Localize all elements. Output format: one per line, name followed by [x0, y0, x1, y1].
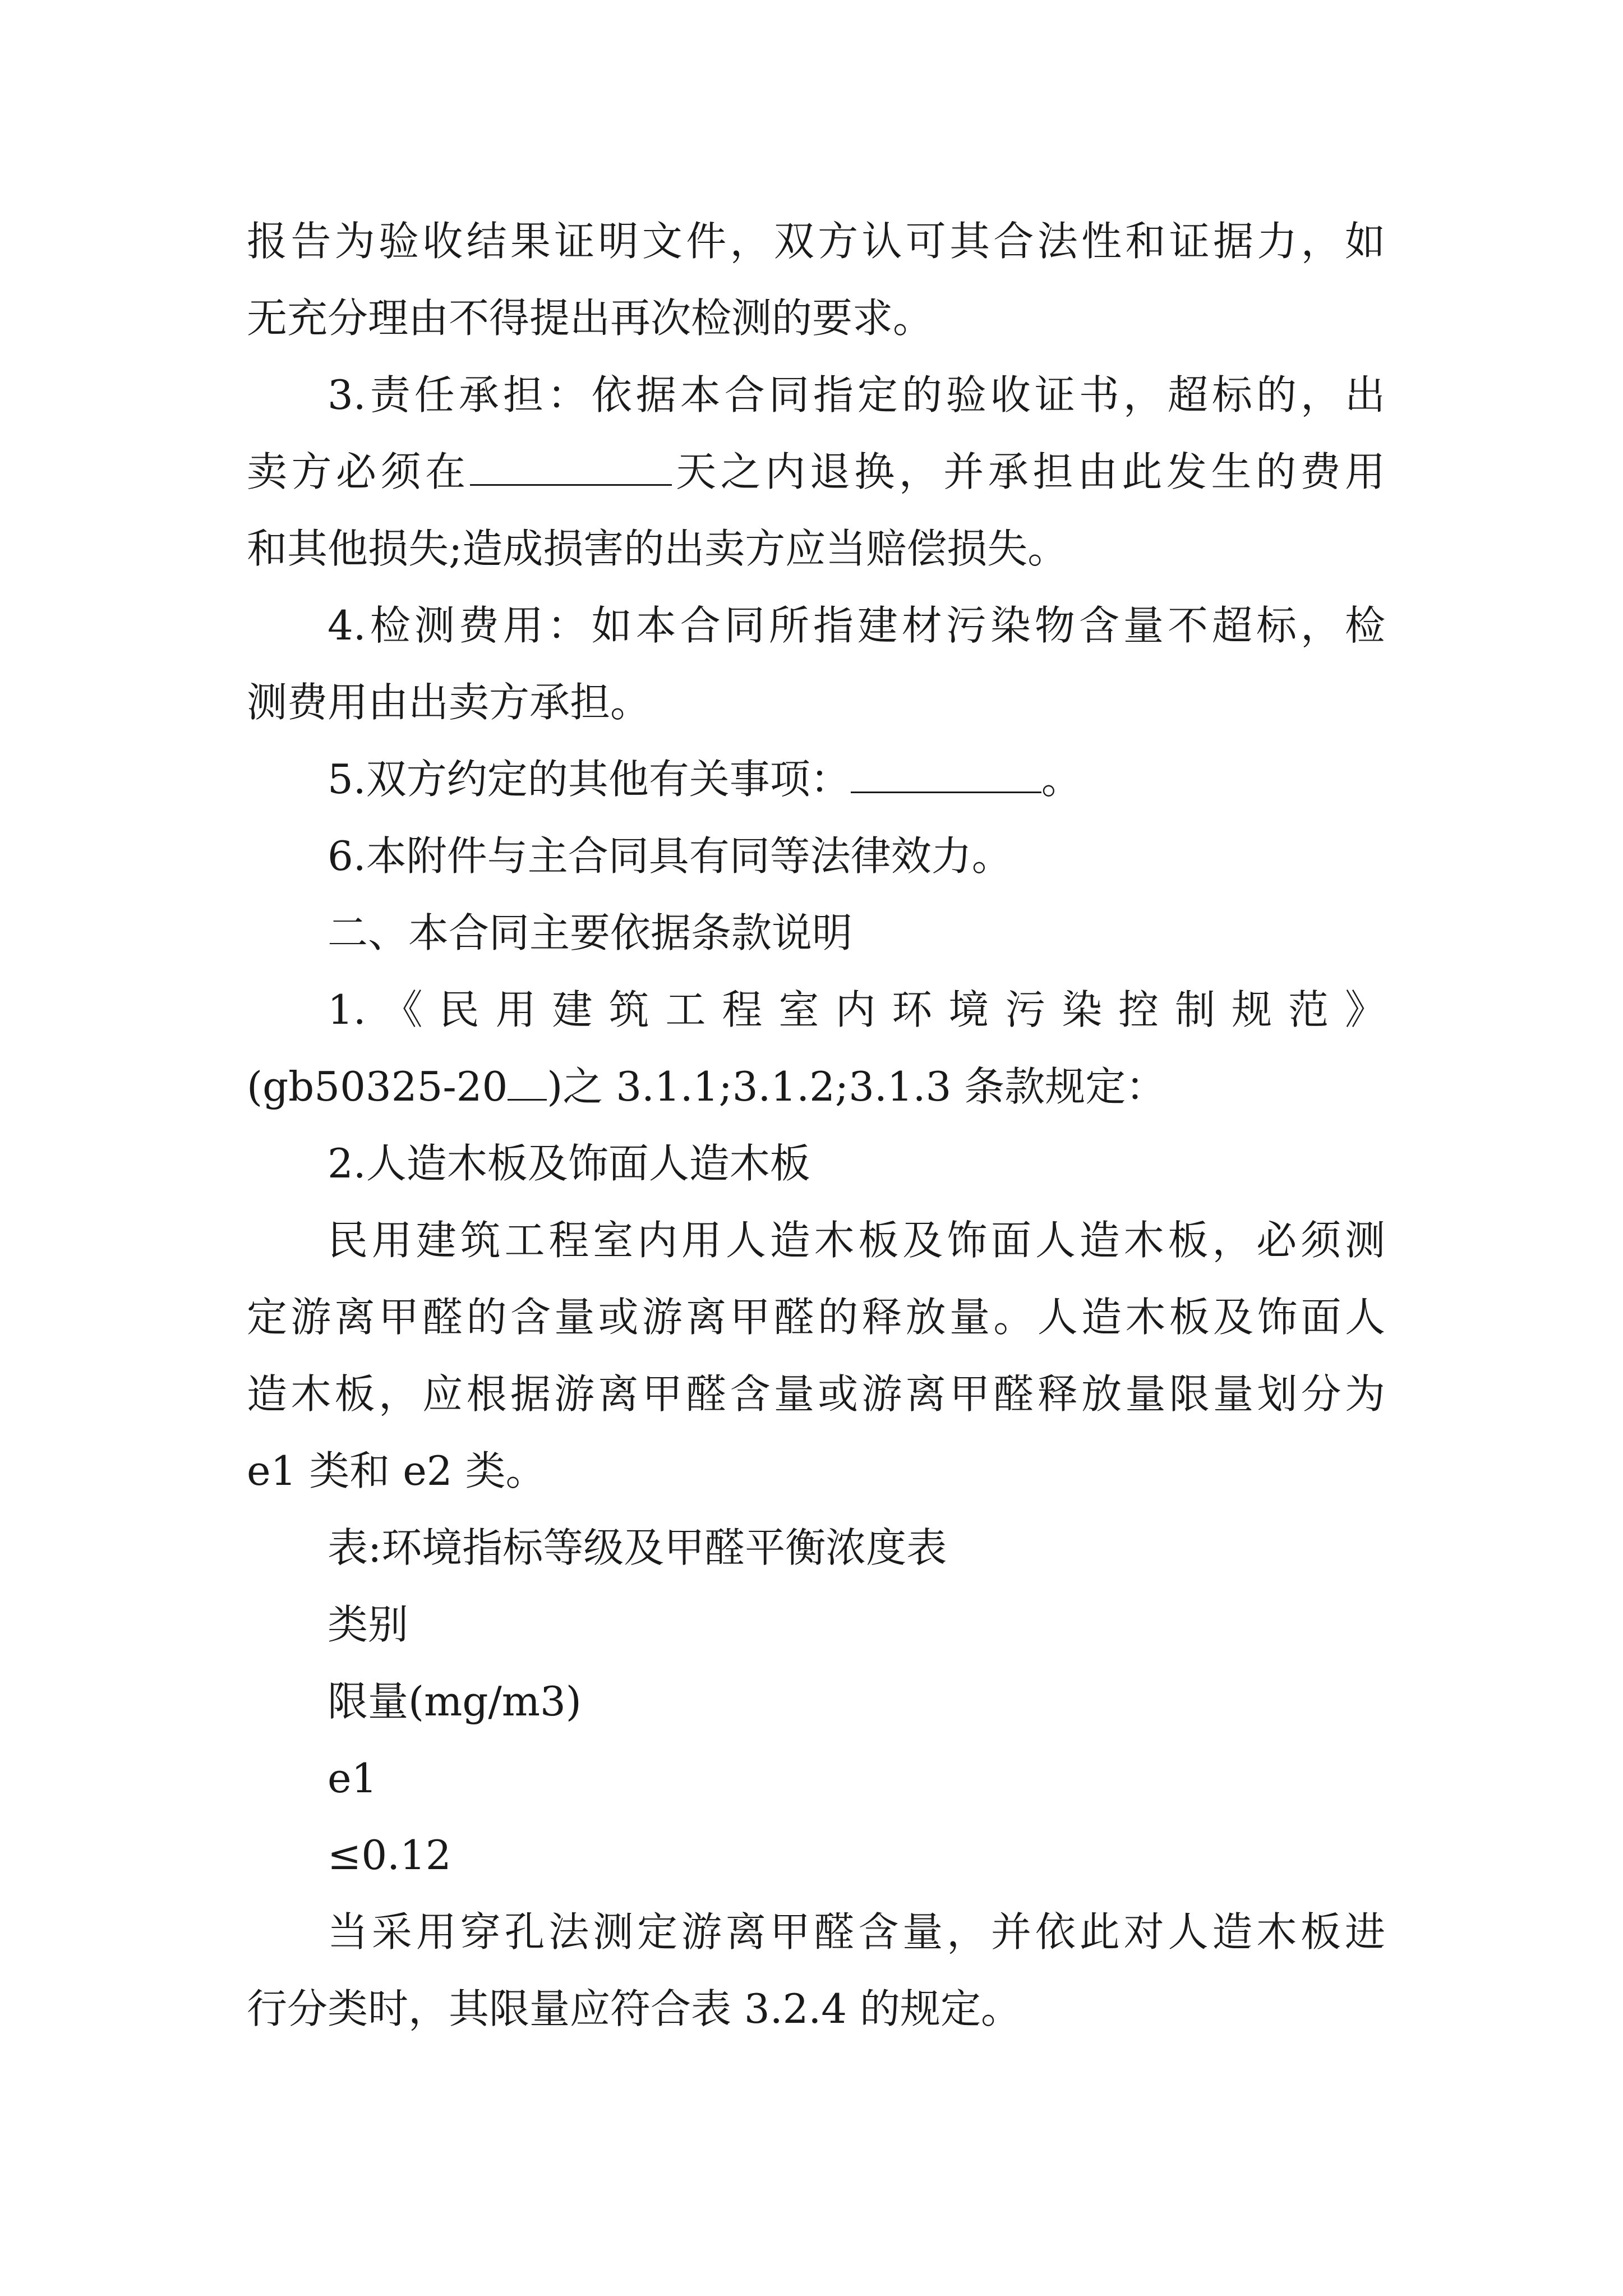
text-line: 定游离甲醛的含量或游离甲醛的释放量。人造木板及饰面人: [247, 1294, 1385, 1341]
clause-6: 6.本附件与主合同具有同等法律效力。: [328, 832, 1012, 880]
clause-text: 5.双方约定的其他有关事项：: [328, 756, 851, 803]
document-body: [247, 203, 1385, 2047]
text-line: 报告为验收结果证明文件，双方认可其合法性和证据力，如: [247, 218, 1385, 265]
table-header-limit: 限量(mg/m3): [328, 1678, 582, 1725]
clause-text: )之 3.1.1;3.1.2;3.1.3 条款规定：: [547, 1063, 1166, 1110]
text-line: 造木板，应根据游离甲醛含量或游离甲醛释放量限量划分为: [247, 1370, 1385, 1418]
standard-code: (gb50325-20: [247, 1063, 508, 1110]
text-line: 当采用穿孔法测定游离甲醛含量，并依此对人造木板进: [328, 1908, 1385, 1955]
table-cell-class: e1: [328, 1755, 377, 1802]
clause-4-line-2: 测费用由出卖方承担。: [247, 679, 651, 726]
basis-2: 2.人造木板及饰面人造木板: [328, 1140, 810, 1187]
text-line: 行分类时，其限量应符合表 3.2.4 的规定。: [247, 1985, 1021, 2032]
clause-text: 天之内退换，并承担由此发生的费用: [671, 448, 1385, 495]
table-cell-limit: ≤0.12: [328, 1832, 451, 1879]
clause-3-line-3: 和其他损失;造成损害的出卖方应当赔偿损失。: [247, 525, 1068, 572]
section-heading: 二、本合同主要依据条款说明: [328, 909, 853, 956]
fill-in-blank-days: [470, 441, 672, 486]
fill-in-blank-other-matters: [851, 749, 1041, 793]
clause-text: 卖方必须在: [247, 448, 470, 495]
clause-4-line-1: 4.检测费用：如本合同所指建材污染物含量不超标，检: [328, 602, 1385, 649]
clause-text: 。: [1041, 756, 1082, 803]
clause-3-line-2: [247, 434, 1385, 510]
text-line: 民用建筑工程室内用人造木板及饰面人造木板，必须测: [328, 1217, 1385, 1264]
table-header-category: 类别: [328, 1601, 409, 1648]
text-line: e1 类和 e2 类。: [247, 1447, 546, 1494]
text-line: 无充分理由不得提出再次检测的要求。: [247, 295, 934, 342]
clause-5: [247, 741, 1385, 818]
table-title: 表:环境指标等级及甲醛平衡浓度表: [328, 1524, 947, 1571]
basis-1-line-1: 1.《民用建筑工程室内环境污染控制规范》: [328, 986, 1385, 1033]
fill-in-blank-year: [508, 1056, 547, 1101]
basis-1-line-2: [247, 1048, 1385, 1125]
clause-3-line-1: 3.责任承担：依据本合同指定的验收证书，超标的，出: [328, 371, 1385, 418]
